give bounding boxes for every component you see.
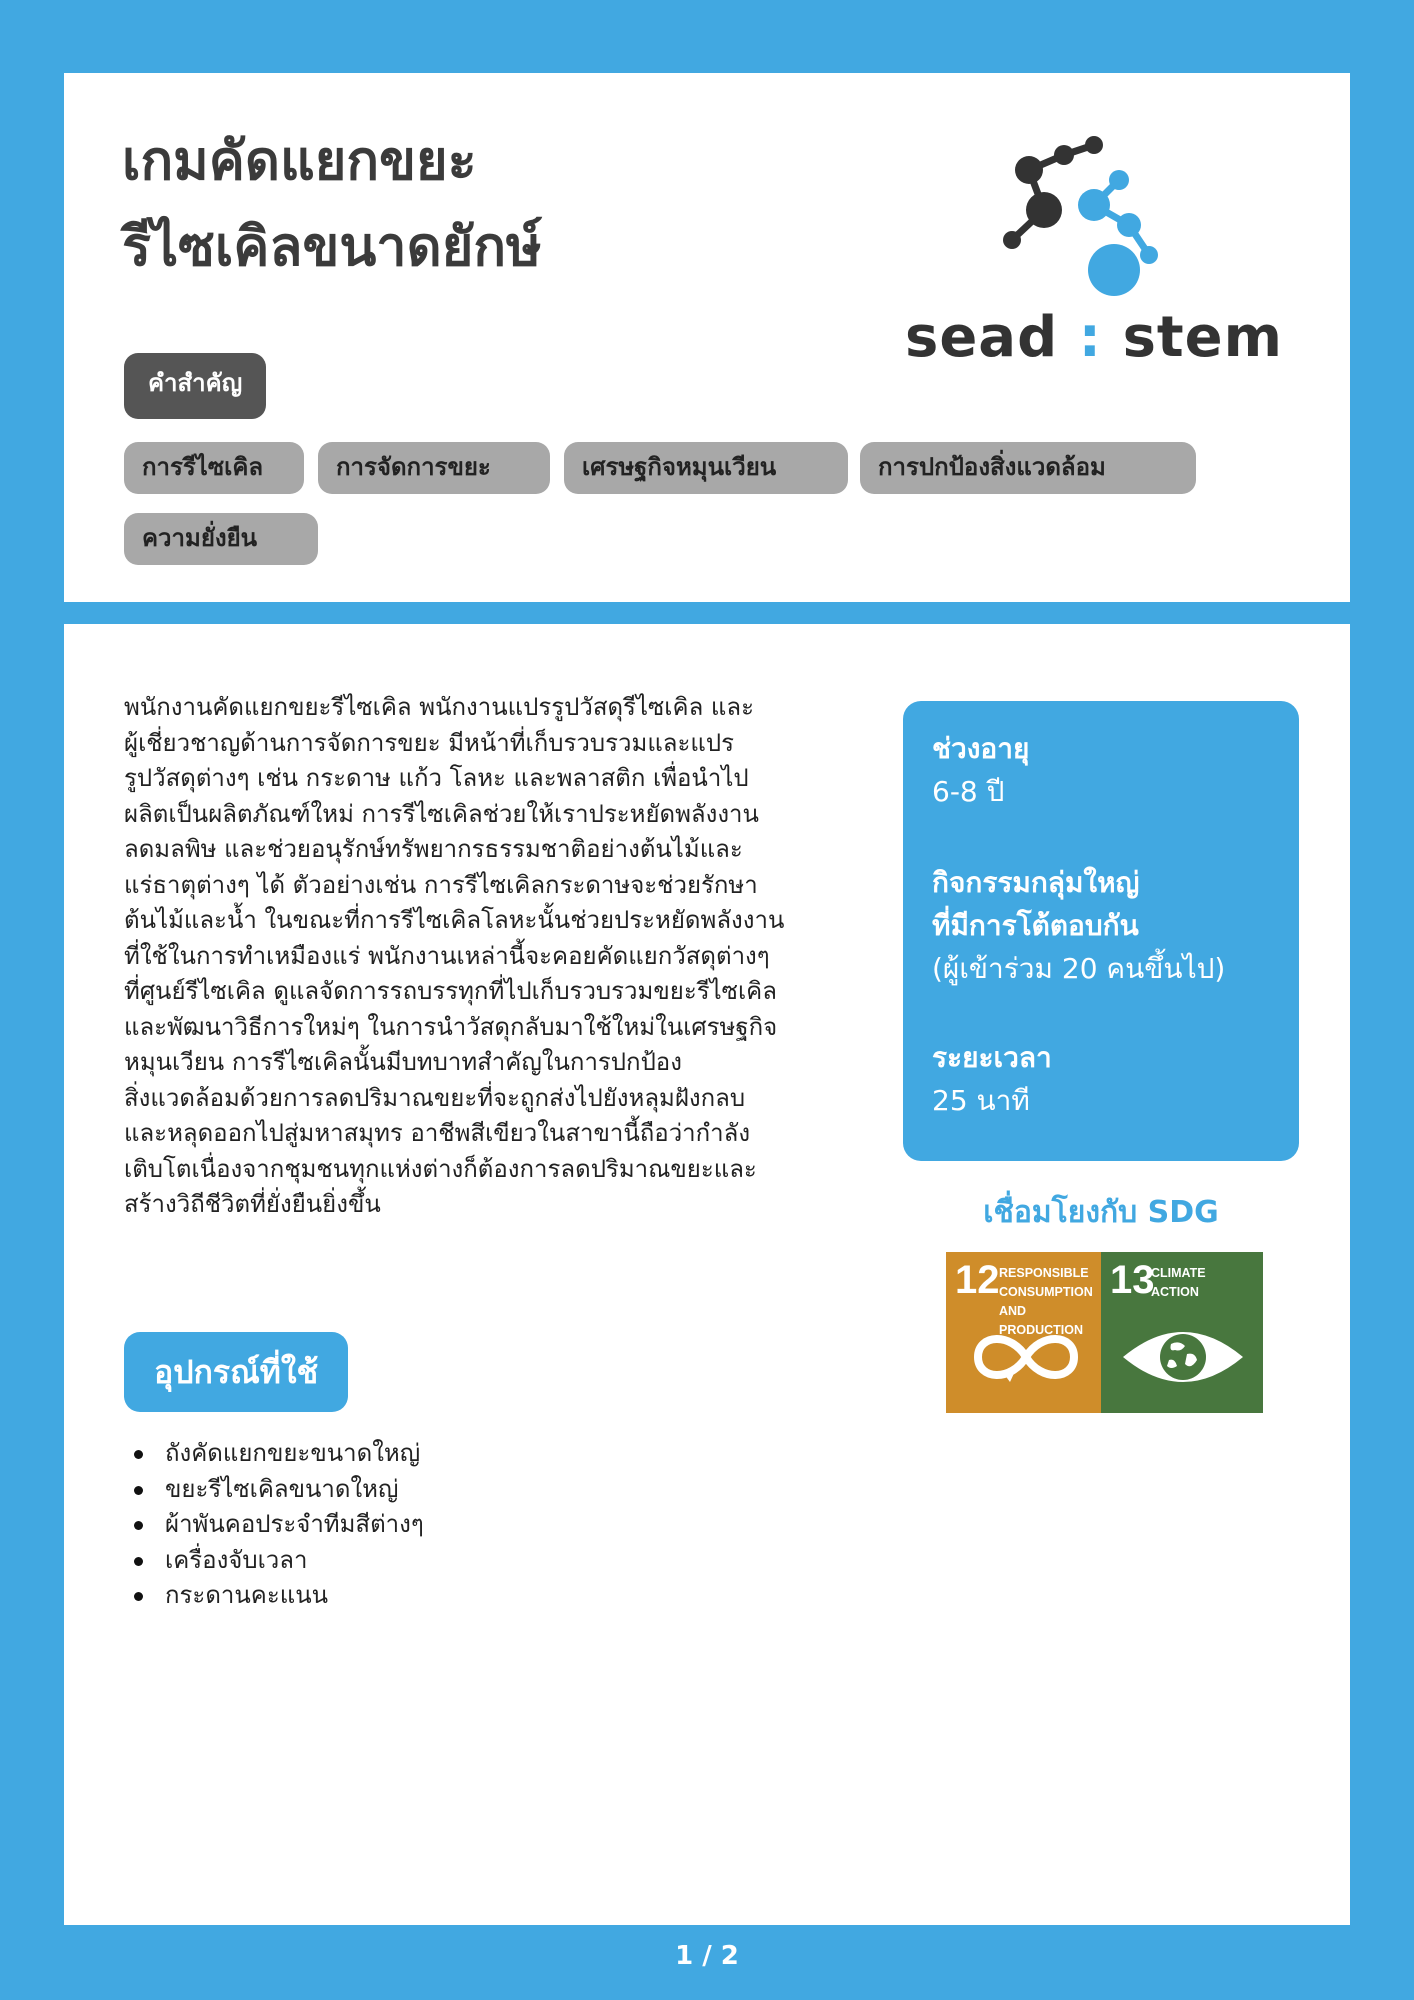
description-line: และหลุดออกไปสู่มหาสมุทร อาชีพสีเขียวในสาขานี้ถือว่ากำลัง <box>124 1119 751 1147</box>
description-line: หมุนเวียน การรีไซเคิลนั้นมีบทบาทสำคัญในการปกป้อง <box>124 1048 682 1076</box>
description-line: แร่ธาตุต่างๆ ได้ ตัวอย่างเช่น การรีไซเคิลกระดาษจะช่วยรักษา <box>124 870 758 899</box>
list-item <box>129 1436 424 1472</box>
keyword-tag: เศรษฐกิจหมุนเวียน <box>564 442 848 494</box>
duration-info <box>932 1036 1052 1122</box>
activity-label-line-1: กิจกรรมกลุ่มใหญ่ <box>932 866 1140 899</box>
bullet-icon <box>134 1592 143 1601</box>
activity-info-box <box>903 701 1299 1161</box>
logo-word-sead: sead <box>904 305 1059 370</box>
sead-stem-logo <box>894 115 1294 385</box>
equipment-heading: อุปกรณ์ที่ใช้ <box>124 1332 348 1412</box>
description-line: และพัฒนาวิธีการใหม่ๆ ในการนำวัสดุกลับมาใช้ใหม่ในเศรษฐกิจ <box>124 1012 778 1041</box>
description-line: รูปวัสดุต่างๆ เช่น กระดาษ แก้ว โลหะ และพลาสติก เพื่อนำไป <box>124 764 749 792</box>
description-line: ที่ใช้ในการทำเหมืองแร่ พนักงานเหล่านี้จะคอยคัดแยกวัสดุต่างๆ <box>124 941 770 970</box>
age-info <box>932 727 1029 813</box>
equipment-item-label: กระดานคะแนน <box>165 1581 329 1609</box>
description-line: เติบโตเนื่องจากชุมชนทุกแห่งต่างก็ต้องการลดปริมาณขยะและ <box>124 1154 757 1183</box>
sdg-heading: เชื่อมโยงกับ SDG <box>983 1195 1219 1230</box>
description-line: ลดมลพิษ และช่วยอนุรักษ์ทรัพยากรธรรมชาติอย่างต้นไม้และ <box>124 835 743 863</box>
equipment-item-label: ขยะรีไซเคิลขนาดใหญ่ <box>165 1474 399 1503</box>
keyword-tag: ความยั่งยืน <box>124 513 318 565</box>
sdg-13-tile <box>1101 1252 1263 1413</box>
equipment-item-label: เครื่องจับเวลา <box>165 1545 308 1574</box>
sdg-13-number: 13 <box>1110 1258 1155 1302</box>
content-panel <box>64 624 1350 1925</box>
keyword-tag: การปกป้องสิ่งแวดล้อม <box>860 442 1196 494</box>
keywords-heading: คำสำคัญ <box>124 353 266 419</box>
activity-label-line-2: ที่มีการโต้ตอบกัน <box>932 909 1139 942</box>
header-panel <box>64 73 1350 602</box>
description-line: ผู้เชี่ยวชาญด้านการจัดการขยะ มีหน้าที่เก็บรวบรวมและแปร <box>124 728 734 757</box>
description-line: ต้นไม้และน้ำ ในขณะที่การรีไซเคิลโลหะนั้นช่วยประหยัดพลังงาน <box>124 906 785 934</box>
sdg-12-number: 12 <box>955 1258 1000 1302</box>
age-label: ช่วงอายุ <box>932 732 1030 765</box>
equipment-item-label: ถังคัดแยกขยะขนาดใหญ่ <box>165 1439 421 1467</box>
keyword-tag: การรีไซเคิล <box>124 442 304 494</box>
page-title <box>122 118 542 290</box>
bullet-icon <box>134 1486 143 1495</box>
description-line: ที่ศูนย์รีไซเคิล ดูแลจัดการรถบรรทุกที่ไปเก็บรวบรวมขยะรีไซเคิล <box>124 977 777 1005</box>
description-paragraph <box>124 690 854 1223</box>
page-number: 1 / 2 <box>675 1941 739 1971</box>
description-line: พนักงานคัดแยกขยะรีไซเคิล พนักงานแปรรูปวัสดุรีไซเคิล และ <box>124 693 754 721</box>
logo-colon: : <box>1078 305 1103 370</box>
sdg-12-tile <box>946 1252 1107 1413</box>
list-item <box>129 1578 424 1614</box>
list-item <box>129 1472 424 1508</box>
list-item <box>129 1507 424 1543</box>
eye-globe-icon <box>1121 1322 1245 1392</box>
duration-label: ระยะเวลา <box>932 1041 1052 1074</box>
logo-word-stem: stem <box>1122 305 1284 370</box>
activity-value: (ผู้เข้าร่วม 20 คนขึ้นไป) <box>932 952 1226 985</box>
list-item <box>129 1543 424 1579</box>
equipment-item-label: ผ้าพันคอประจำทีมสีต่างๆ <box>165 1510 424 1538</box>
activity-type-info <box>932 861 1225 990</box>
title-line-1: เกมคัดแยกขยะ <box>122 129 477 192</box>
sdg-12-caption: RESPONSIBLE CONSUMPTION AND PRODUCTION <box>999 1266 1093 1337</box>
age-value: 6-8 ปี <box>932 775 1005 808</box>
description-line: สร้างวิถีชีวิตที่ยั่งยืนยิ่งขึ้น <box>124 1190 381 1218</box>
description-line: สิ่งแวดล้อมด้วยการลดปริมาณขยะที่จะถูกส่งไปยังหลุมฝังกลบ <box>124 1083 746 1112</box>
equipment-list <box>129 1436 424 1614</box>
keyword-tag: การจัดการขยะ <box>318 442 550 494</box>
bullet-icon <box>134 1557 143 1566</box>
sdg-13-caption: CLIMATE ACTION <box>1151 1266 1206 1299</box>
duration-value: 25 นาที <box>932 1084 1030 1117</box>
infinity-loop-icon <box>966 1322 1086 1392</box>
title-line-2: รีไซเคิลขนาดยักษ์ <box>122 215 542 278</box>
bullet-icon <box>134 1450 143 1459</box>
molecule-logo-icon <box>894 115 1294 315</box>
bullet-icon <box>134 1521 143 1530</box>
logo-wordmark <box>894 305 1294 370</box>
description-line: ผลิตเป็นผลิตภัณฑ์ใหม่ การรีไซเคิลช่วยให้เราประหยัดพลังงาน <box>124 799 759 828</box>
